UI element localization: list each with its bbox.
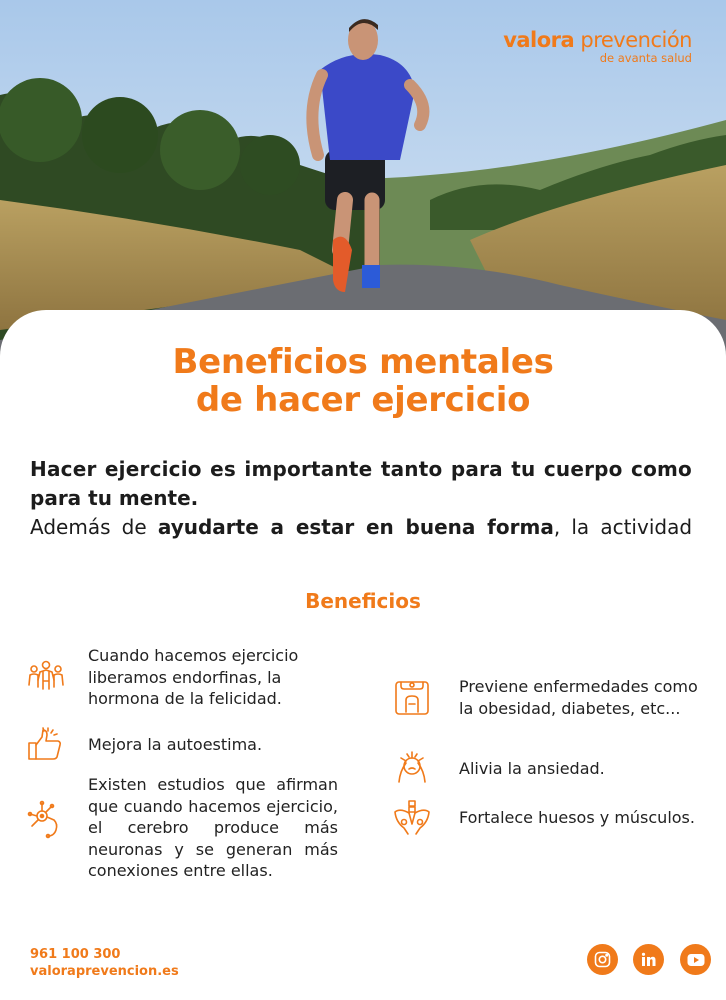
benefit-prevention [392, 676, 702, 719]
benefit-endorphins [26, 645, 326, 710]
benefit-bones-text: Fortalece huesos y músculos. [459, 808, 695, 828]
phone-number[interactable]: 961 100 300 [30, 947, 121, 962]
benefits-title: Beneficios [305, 589, 421, 613]
benefit-self-esteem-text: Mejora la autoestima. [88, 735, 263, 755]
intro-bold-line-2: para tu mente. [30, 486, 199, 510]
intro-normal-line: Además de ayudarte a estar en buena forma, la actividad [30, 515, 693, 539]
thumbs-up-icon [26, 725, 66, 765]
page-title [0, 343, 726, 419]
instagram-icon[interactable] [587, 944, 618, 975]
website-link[interactable]: valoraprevencion.es [30, 964, 179, 979]
benefit-neurons [26, 774, 338, 882]
benefit-anxiety [392, 749, 702, 789]
intro-bold-line-1: Hacer ejercicio es importante tanto para tu cuerpo como [30, 457, 692, 481]
anxiety-head-icon [392, 749, 432, 789]
linkedin-icon[interactable] [633, 944, 664, 975]
scale-icon [392, 678, 432, 718]
pelvis-bone-icon [392, 798, 432, 838]
footer-contact [30, 946, 179, 980]
brand-logo: valora prevención de avanta salud [503, 28, 692, 65]
benefit-anxiety-text: Alivia la ansiedad. [459, 759, 605, 779]
neuron-icon [26, 800, 66, 840]
intro-paragraph [30, 455, 692, 542]
happy-people-icon [26, 657, 66, 697]
benefit-endorphins-text: Cuando hacemos ejercicio liberamos endorfinas, la hormona de la felicidad. [88, 646, 299, 708]
benefit-prevention-text: Previene enfermedades como la obesidad, diabetes, etc... [459, 677, 698, 718]
title-line-2: de hacer ejercicio [195, 380, 531, 420]
youtube-icon[interactable] [680, 944, 711, 975]
title-line-1: Beneficios mentales [172, 342, 554, 382]
benefit-bones [392, 798, 707, 838]
benefit-neurons-text: Existen estudios que afirman que cuando hacemos ejercicio, el cerebro produce más neuronas y se generan más conexiones entre ellas. [88, 775, 338, 880]
benefit-self-esteem [26, 725, 326, 765]
